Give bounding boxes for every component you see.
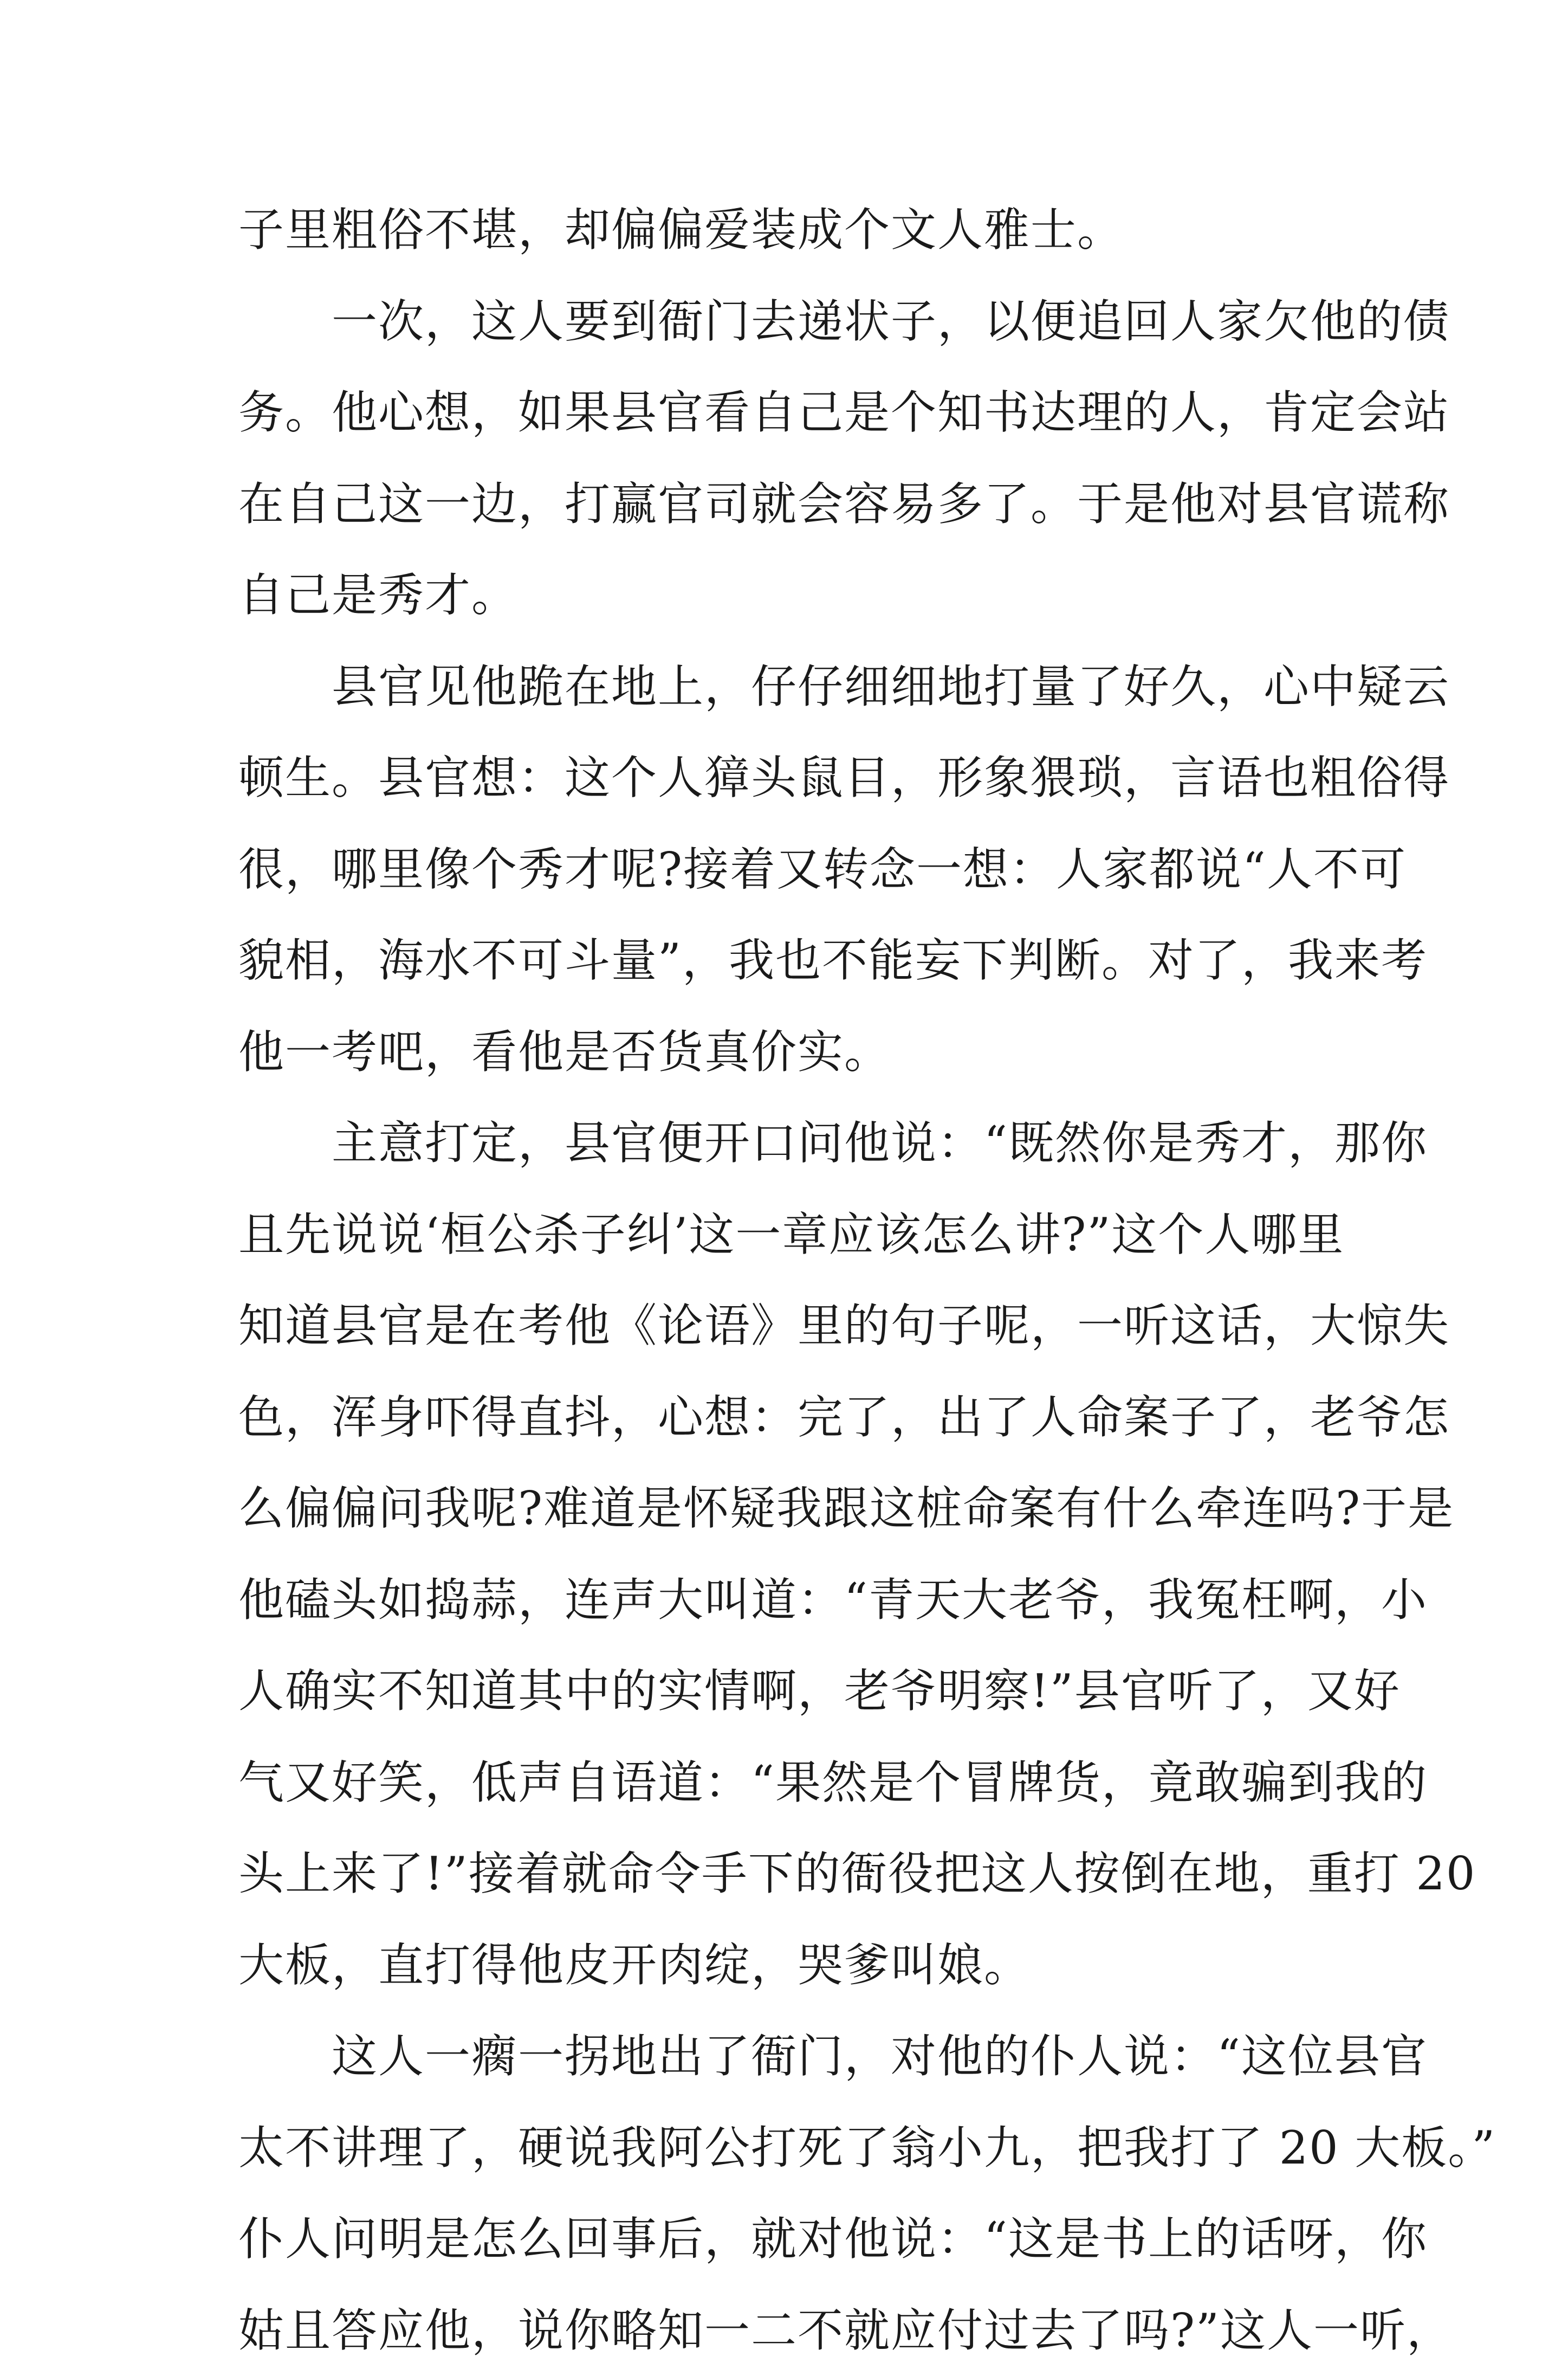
paragraph [238,184,1338,276]
text-line: 子里粗俗不堪，却偏偏爱装成个文人雅士。 [238,184,1338,276]
paragraph [238,641,1338,1098]
text-line: 气又好笑，低声自语道：“果然是个冒牌货，竟敢骗到我的 [238,1737,1338,1829]
text-line: 他一考吧，看他是否货真价实。 [238,1006,1338,1098]
text-line: 头上来了!”接着就命令手下的衙役把这人按倒在地，重打 20 [238,1828,1338,1920]
text-line: 一次，这人要到衙门去递状子，以便追回人家欠他的债 [238,276,1338,367]
text-line: 仆人问明是怎么回事后，就对他说：“这是书上的话呀，你 [238,2193,1338,2285]
text-line: 知道县官是在考他《论语》里的句子呢，一听这话，大惊失 [238,1280,1338,1372]
text-line: 这人一瘸一拐地出了衙门，对他的仆人说：“这位县官 [238,2011,1338,2102]
text-line: 县官见他跪在地上，仔仔细细地打量了好久，心中疑云 [238,641,1338,733]
document-body [238,184,1338,2376]
text-line: 貌相，海水不可斗量”，我也不能妄下判断。对了，我来考 [238,915,1338,1006]
text-line: 太不讲理了，硬说我阿公打死了翁小九，把我打了 20 大板。” [238,2102,1338,2194]
text-line: 大板，直打得他皮开肉绽，哭爹叫娘。 [238,1920,1338,2011]
text-line: 顿生。县官想：这个人獐头鼠目，形象猥琐，言语也粗俗得 [238,732,1338,824]
text-line: 么偏偏问我呢?难道是怀疑我跟这桩命案有什么牵连吗?于是 [238,1463,1338,1554]
text-line: 自己是秀才。 [238,550,1338,641]
text-line: 姑且答应他，说你略知一二不就应付过去了吗?”这人一听， [238,2285,1338,2376]
text-line: 在自己这一边，打赢官司就会容易多了。于是他对县官谎称 [238,459,1338,550]
paragraph [238,1097,1338,2011]
text-line: 他磕头如捣蒜，连声大叫道：“青天大老爷，我冤枉啊，小 [238,1554,1338,1646]
text-line: 很，哪里像个秀才呢?接着又转念一想：人家都说“人不可 [238,824,1338,915]
paragraph [238,276,1338,641]
text-line: 且先说说‘桓公杀子纠’这一章应该怎么讲?”这个人哪里 [238,1189,1338,1281]
text-line: 务。他心想，如果县官看自己是个知书达理的人，肯定会站 [238,367,1338,459]
text-line: 主意打定，县官便开口问他说：“既然你是秀才，那你 [238,1097,1338,1189]
paragraph [238,2011,1338,2376]
text-line: 人确实不知道其中的实情啊，老爷明察!”县官听了，又好 [238,1645,1338,1737]
text-line: 色，浑身吓得直抖，心想：完了，出了人命案子了，老爷怎 [238,1372,1338,1463]
